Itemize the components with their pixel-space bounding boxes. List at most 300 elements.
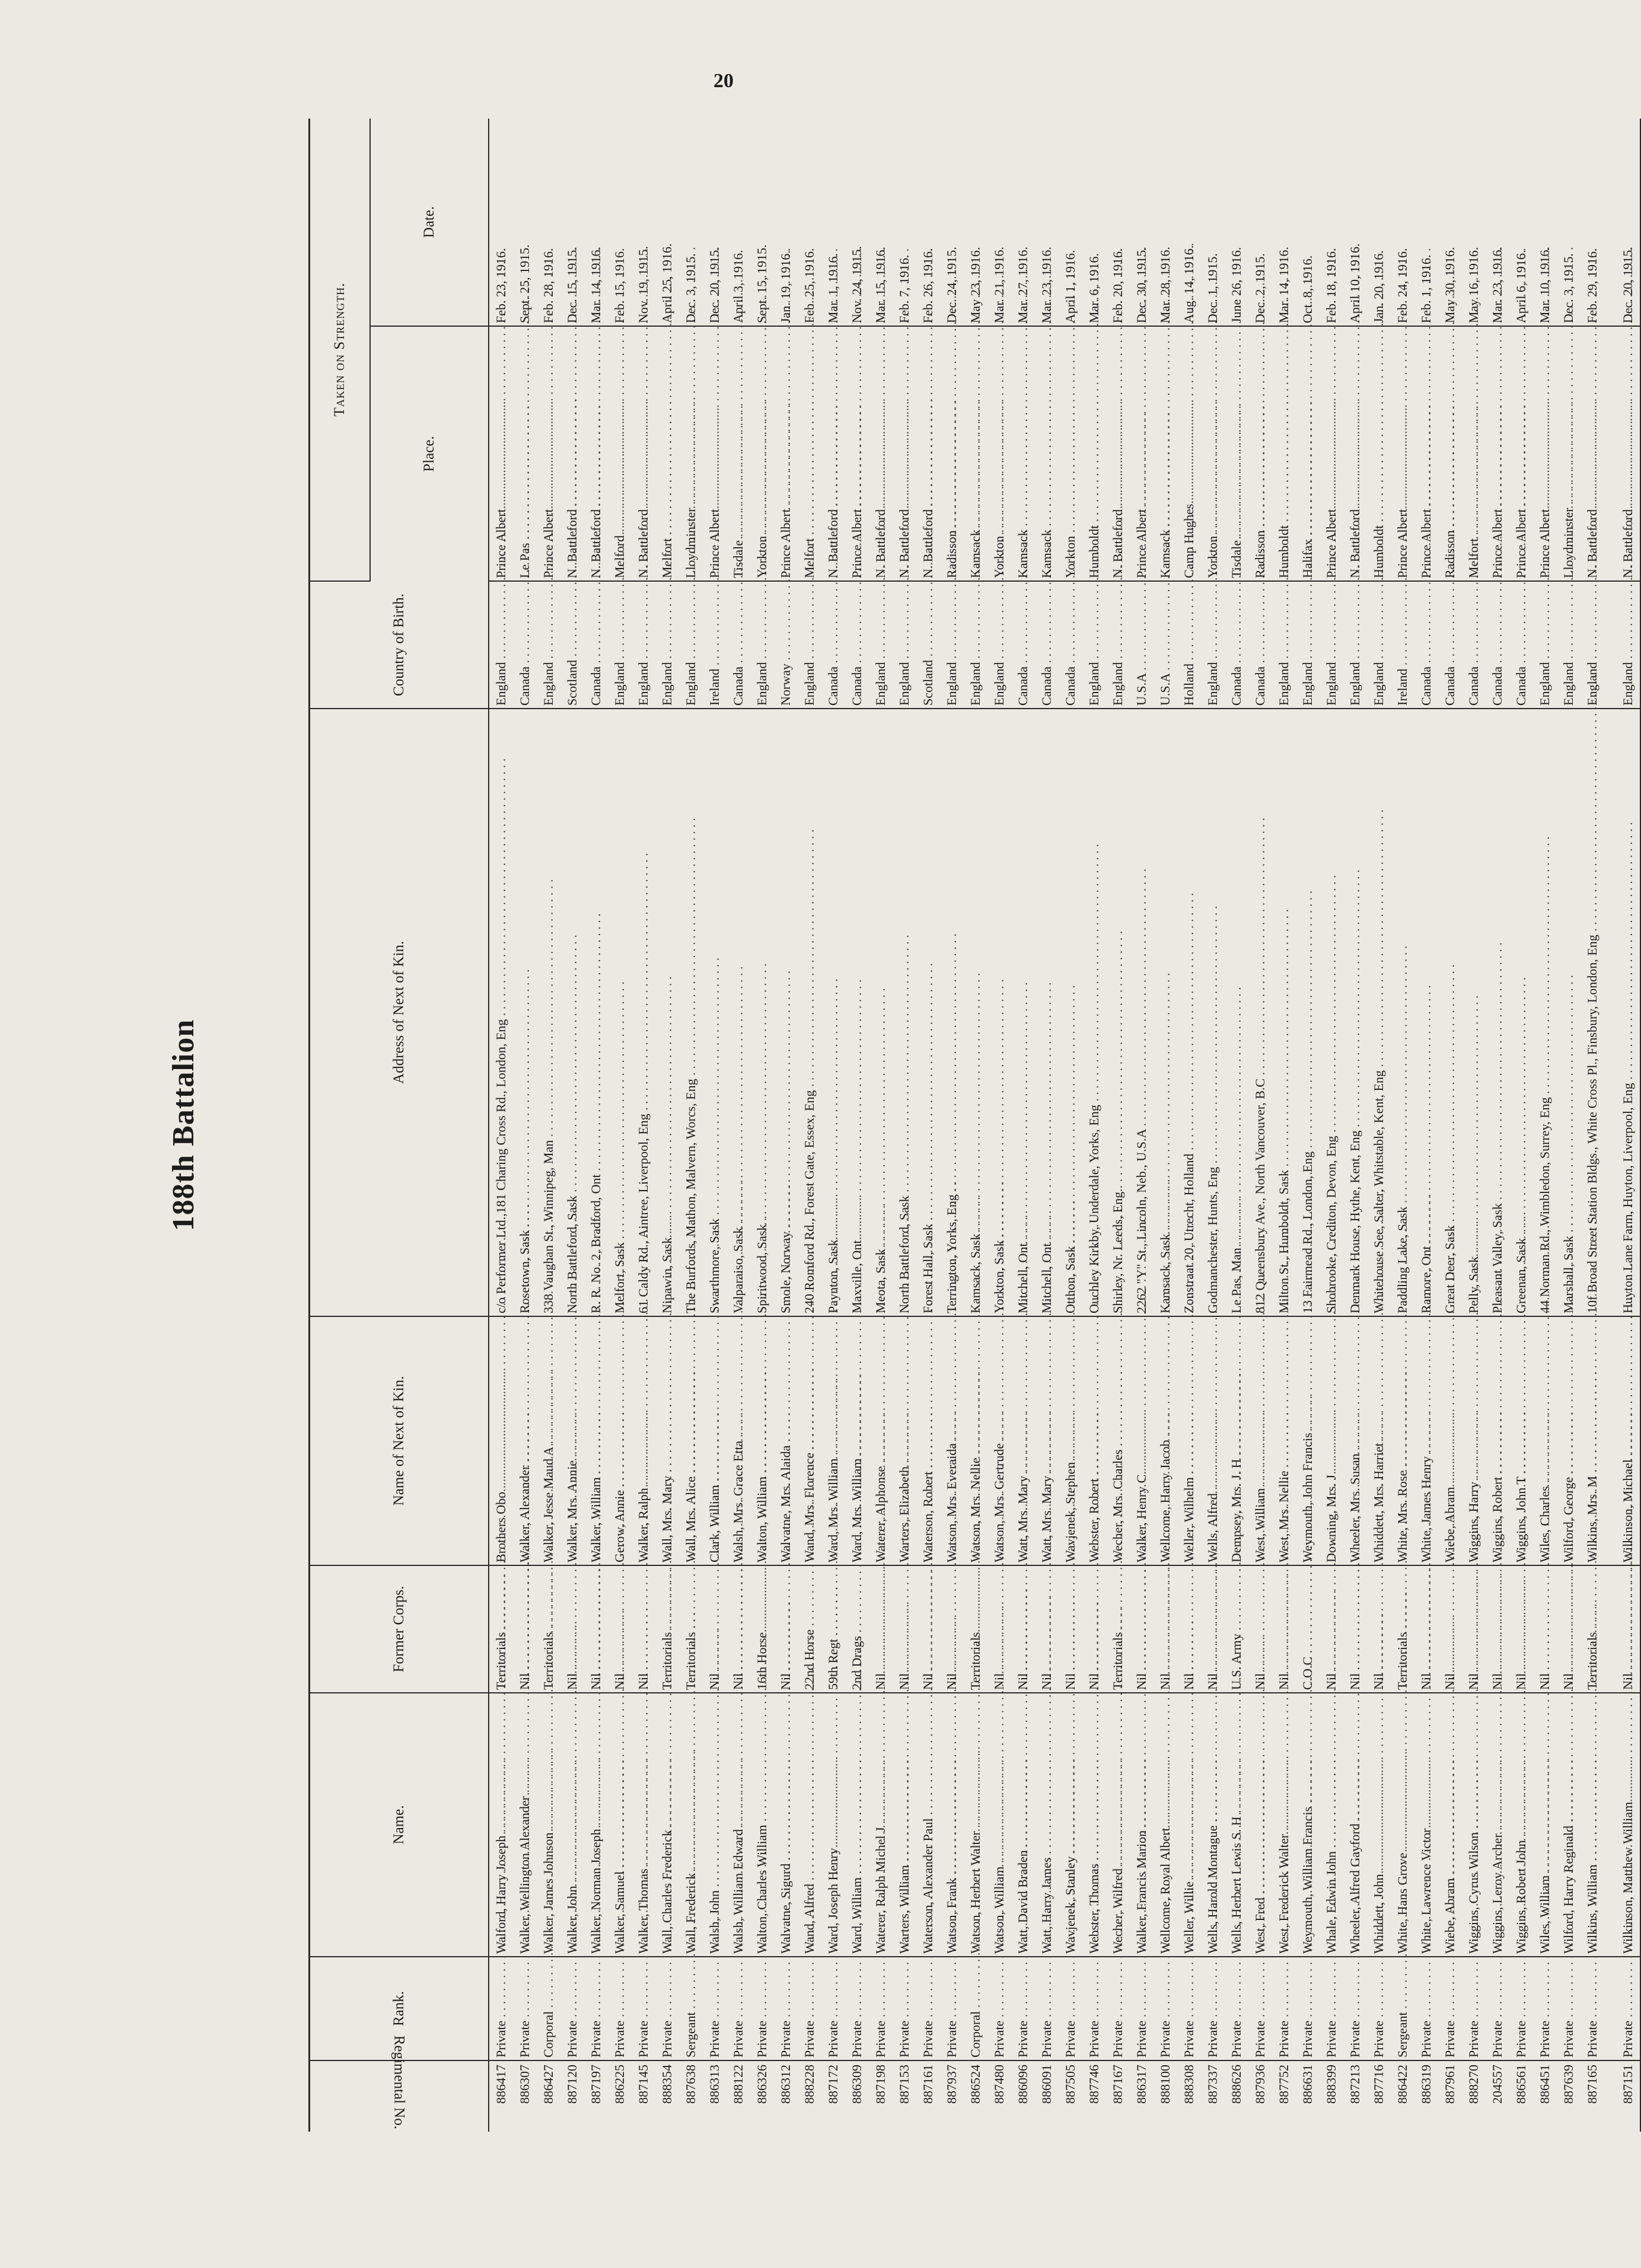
name-cell-text: Watt, David Braden . . .	[1015, 1589, 1030, 1954]
place-cell	[726, 326, 750, 581]
country-cell	[1391, 581, 1414, 709]
country-cell	[1533, 581, 1557, 709]
next-of-kin-cell	[1367, 1316, 1391, 1565]
place-cell-text: Halifax . . .	[1300, 278, 1315, 578]
next-of-kin-cell-text: Watson, Mrs. Gertrude . . .	[992, 1182, 1006, 1562]
name-cell	[1154, 1693, 1177, 1957]
next-of-kin-cell	[726, 1316, 750, 1565]
country-cell	[869, 581, 893, 709]
rank-cell-text: Private . . .	[565, 1760, 579, 2058]
date-cell-text: Mar. 14, 1916.	[1276, 247, 1291, 323]
name-cell-text: Wilkinson, Matthew William . . .	[1620, 1541, 1635, 1954]
regimental-no-cell-text: 886091	[1039, 2065, 1054, 2104]
next-of-kin-cell	[750, 1316, 774, 1565]
next-of-kin-cell	[537, 1316, 560, 1565]
date-cell	[987, 119, 1011, 326]
date-cell	[1035, 119, 1059, 326]
rank-cell-text: Private . . .	[754, 1760, 769, 2058]
rank-cell	[608, 1957, 632, 2060]
regimental-no-cell-text: 887638	[683, 2065, 698, 2104]
former-corps-cell-text: 22nd Horse . . .	[802, 1369, 817, 1690]
next-of-kin-cell	[1272, 1316, 1296, 1565]
table-row	[584, 119, 608, 2132]
name-cell	[1082, 1693, 1106, 1957]
regimental-no-cell-text: 886307	[517, 2065, 532, 2104]
place-cell-text: Humboldt . . .	[1371, 264, 1386, 578]
address-cell	[655, 709, 679, 1316]
former-corps-cell	[893, 1565, 916, 1693]
date-cell-text: Dec. 30, 1915.	[1134, 247, 1149, 323]
next-of-kin-cell	[1177, 1316, 1201, 1565]
next-of-kin-cell-text: Walsh, Mrs. Grace Etta . . .	[731, 1180, 745, 1562]
country-cell	[489, 581, 513, 709]
address-cell-text: Yorkton, Sask . . .	[992, 979, 1006, 1313]
date-cell	[798, 119, 821, 326]
country-cell	[632, 581, 655, 709]
country-cell	[940, 581, 964, 709]
table-row	[1533, 119, 1557, 2132]
rank-cell	[1011, 1957, 1035, 2060]
country-cell-text: England . . .	[659, 401, 674, 706]
rank-cell	[940, 1957, 964, 2060]
date-cell-text: June 26, 1916.	[1229, 247, 1244, 323]
date-cell-text: Feb. 25, 1916.	[802, 248, 817, 323]
name-cell-text: Wells, Herbert Lewis S. H . . .	[1229, 1555, 1244, 1954]
name-cell-text: Wavjenek, Stanley . . .	[1063, 1596, 1078, 1954]
date-cell-text: Sept. 25, 1915.	[517, 244, 532, 323]
regimental-no-cell	[1154, 2060, 1177, 2132]
regimental-no-cell-text: 887198	[873, 2065, 888, 2104]
table-row	[560, 119, 584, 2132]
rank-cell	[1533, 1957, 1557, 2060]
regimental-no-cell-text: 886631	[1300, 2065, 1315, 2104]
next-of-kin-cell-text: Walton, William . . .	[754, 1216, 769, 1562]
former-corps-cell-text: Nil . . .	[1181, 1412, 1196, 1690]
date-cell	[1201, 119, 1225, 326]
regimental-no-cell	[1225, 2060, 1248, 2132]
regimental-no-cell-text: 886317	[1134, 2065, 1149, 2104]
place-cell	[1272, 326, 1296, 581]
rank-cell	[1486, 1957, 1509, 2060]
address-cell	[608, 709, 632, 1316]
address-cell-text: Pleasant Valley, Sask . . .	[1490, 942, 1505, 1313]
former-corps-cell	[869, 1565, 893, 1693]
place-cell-text: Humboldt . . .	[1086, 264, 1101, 578]
country-cell-text: England . . .	[754, 401, 769, 706]
date-cell-text: Dec. 24, 1915.	[944, 247, 959, 323]
rank-cell-text: Private . . .	[1063, 1760, 1078, 2058]
regimental-no-cell	[1343, 2060, 1367, 2132]
header-next-of-kin: Name of Next of Kin.	[310, 1316, 489, 1565]
next-of-kin-cell	[560, 1316, 584, 1565]
table-row	[1154, 119, 1177, 2132]
place-cell-text: Prince Albert . . .	[1537, 248, 1552, 578]
name-cell-text: Watson, William . . .	[992, 1606, 1006, 1954]
place-cell	[1082, 326, 1106, 581]
next-of-kin-cell	[1533, 1316, 1557, 1565]
table-row	[1296, 119, 1320, 2132]
date-cell-text: Jan. 20, 1916.	[1371, 250, 1386, 323]
regimental-no-cell	[632, 2060, 655, 2132]
regimental-no-cell	[845, 2060, 869, 2132]
table-row	[1272, 119, 1296, 2132]
name-cell-text: Wiggins, Robert John . . .	[1513, 1579, 1528, 1954]
address-cell-text: Godmanchester, Hunts, Eng . . .	[1205, 906, 1220, 1313]
name-cell-text: Walford, Harry Joseph . . .	[493, 1575, 508, 1954]
spacer-cell	[1604, 709, 1616, 1316]
address-cell	[513, 709, 537, 1316]
regimental-no-cell-text: 886096	[1015, 2065, 1030, 2104]
country-cell-text: Ireland . . .	[1395, 408, 1410, 706]
table-row	[798, 119, 821, 2132]
regimental-no-cell-text: 886225	[612, 2065, 627, 2104]
table-row	[1201, 119, 1225, 2132]
regimental-no-cell	[750, 2060, 774, 2132]
regimental-no-cell-text: 887172	[826, 2065, 840, 2104]
table-row	[679, 119, 703, 2132]
country-cell-text: Canada . . .	[1490, 406, 1505, 706]
rank-cell-text: Private . . .	[897, 1760, 912, 2058]
rank-cell	[726, 1957, 750, 2060]
name-cell-text: Wiles, William . . .	[1537, 1615, 1552, 1954]
rank-cell-text: Private . . .	[1253, 1760, 1267, 2058]
regimental-no-cell	[1059, 2060, 1082, 2132]
date-cell-text: Feb. 24, 1916.	[1395, 248, 1410, 323]
table-row	[1581, 119, 1604, 2132]
regimental-no-cell	[1581, 2060, 1604, 2132]
name-cell	[845, 1693, 869, 1957]
next-of-kin-cell	[1438, 1316, 1462, 1565]
date-cell-text: Mar. 28, 1916.	[1158, 247, 1172, 323]
country-cell	[584, 581, 608, 709]
place-cell-text: Prince Albert . . .	[1513, 248, 1528, 578]
rank-cell-text: Private . . .	[1086, 1760, 1101, 2058]
date-cell-text: Feb. 20, 1916.	[1110, 248, 1125, 323]
table-row	[1035, 119, 1059, 2132]
rank-cell-text: Private . . .	[1324, 1760, 1339, 2058]
date-cell-text: Dec. 2, 1915.	[1253, 253, 1267, 323]
name-cell	[1438, 1693, 1462, 1957]
next-of-kin-cell	[1225, 1316, 1248, 1565]
roll-body	[489, 119, 1640, 2132]
next-of-kin-cell-text: Watson, Mrs. Nellie . . .	[968, 1197, 983, 1562]
next-of-kin-cell	[1201, 1316, 1225, 1565]
name-cell	[679, 1693, 703, 1957]
former-corps-cell	[774, 1565, 798, 1693]
regimental-no-cell	[893, 2060, 916, 2132]
former-corps-cell	[821, 1565, 845, 1693]
name-cell-text: Wiebe, Abram . . .	[1442, 1618, 1457, 1954]
former-corps-cell	[1533, 1565, 1557, 1693]
header-rank: Rank.	[310, 1957, 489, 2060]
table-row	[1320, 119, 1343, 2132]
next-of-kin-cell	[584, 1316, 608, 1565]
name-cell-text: White, Hans Grove . . .	[1395, 1592, 1410, 1954]
rank-cell	[1581, 1957, 1604, 2060]
address-cell	[1616, 709, 1640, 1316]
rank-cell-text: Private . . .	[707, 1760, 722, 2058]
regimental-no-cell-text: 887161	[920, 2065, 935, 2104]
regimental-no-cell	[1557, 2060, 1581, 2132]
place-cell-text: Melfort . . .	[1466, 277, 1481, 578]
date-cell	[940, 119, 964, 326]
rank-cell	[1462, 1957, 1486, 2060]
country-cell-text: Canada . . .	[1063, 406, 1078, 706]
next-of-kin-cell	[1130, 1316, 1154, 1565]
country-cell	[987, 581, 1011, 709]
date-cell	[845, 119, 869, 326]
former-corps-cell	[1082, 1565, 1106, 1693]
date-cell	[1438, 119, 1462, 326]
former-corps-cell-text: Territorials . . .	[1585, 1371, 1599, 1690]
regimental-no-cell	[679, 2060, 703, 2132]
date-cell-text: Dec. 20, 1915.	[707, 247, 722, 323]
name-cell-text: Wiggins, Cyrus Wilson . . .	[1466, 1571, 1481, 1954]
table-row	[987, 119, 1011, 2132]
table-row	[1391, 119, 1414, 2132]
date-cell-text: Mar. 1, 1916.	[826, 253, 840, 323]
address-cell	[774, 709, 798, 1316]
name-cell	[1391, 1693, 1414, 1957]
date-cell	[1414, 119, 1438, 326]
regimental-no-cell	[1248, 2060, 1272, 2132]
place-cell	[537, 326, 560, 581]
date-cell-text: Feb. 23, 1916.	[493, 248, 508, 323]
place-cell	[893, 326, 916, 581]
next-of-kin-cell	[798, 1316, 821, 1565]
rank-cell	[537, 1957, 560, 2060]
name-cell-text: Walsh, William Edward . . .	[731, 1568, 745, 1954]
address-cell	[726, 709, 750, 1316]
name-cell-text: Wellcome, Royal Albert . . .	[1158, 1567, 1172, 1954]
rank-cell-text: Private . . .	[1513, 1760, 1528, 2058]
country-cell	[1462, 581, 1486, 709]
name-cell-text: Ward, Joseph Henry . . .	[826, 1587, 840, 1954]
country-cell-text: England . . .	[1324, 401, 1339, 706]
name-cell-text: Wall, Charles Frederick . . .	[659, 1569, 674, 1954]
address-cell-text: c/o Performer Ltd.,181 Charing Cross Rd., London, Eng . . .	[493, 758, 508, 1313]
regimental-no-cell	[1082, 2060, 1106, 2132]
date-cell-text: Dec. 3, 1915.	[683, 253, 698, 323]
country-cell	[1130, 581, 1154, 709]
name-cell-text: West, Fred . . .	[1253, 1637, 1267, 1954]
address-cell-text: Le Pas, Man . . .	[1229, 987, 1244, 1313]
next-of-kin-cell-text: Wecher, Mrs. Charles . . .	[1110, 1189, 1125, 1562]
country-cell-text: Canada . . .	[826, 406, 840, 706]
name-cell	[869, 1693, 893, 1957]
name-cell	[1533, 1693, 1557, 1957]
address-cell	[1177, 709, 1201, 1316]
next-of-kin-cell	[1414, 1316, 1438, 1565]
place-cell-text: Yorkton . . .	[1205, 275, 1220, 578]
regimental-no-cell-text: 887337	[1205, 2065, 1220, 2104]
next-of-kin-cell-text: Wiggins, Robert . . .	[1490, 1216, 1505, 1562]
country-cell-text: England . . .	[1585, 401, 1599, 706]
place-cell-text: Yorkton . . .	[754, 275, 769, 578]
name-cell	[1177, 1693, 1201, 1957]
next-of-kin-cell	[869, 1316, 893, 1565]
name-cell-text: Wall, Frederick . . .	[683, 1612, 698, 1954]
regimental-no-cell	[1486, 2060, 1509, 2132]
country-cell	[655, 581, 679, 709]
name-cell	[1509, 1693, 1533, 1957]
place-cell	[1343, 326, 1367, 581]
country-cell-text: Canada . . .	[731, 406, 745, 706]
address-cell-text: R. R. No. 2, Bradford, Ont . . .	[588, 913, 603, 1313]
name-cell	[608, 1693, 632, 1957]
header-taken-on-strength: Taken on Strength.	[310, 119, 371, 581]
regimental-no-cell	[1201, 2060, 1225, 2132]
date-cell-text: Nov. 19, 1915.	[636, 246, 651, 323]
country-cell-text: Canada . . .	[1015, 406, 1030, 706]
address-cell	[869, 709, 893, 1316]
place-cell	[845, 326, 869, 581]
name-cell	[584, 1693, 608, 1957]
next-of-kin-cell	[1462, 1316, 1486, 1565]
table-row	[703, 119, 726, 2132]
country-cell	[1438, 581, 1462, 709]
date-cell-text: Mar. 15, 1916.	[873, 247, 888, 323]
address-cell-text: Spiritwood, Sask . . .	[754, 964, 769, 1313]
next-of-kin-cell	[489, 1316, 513, 1565]
country-cell-text: Norway . . .	[778, 403, 793, 706]
place-cell-text: Kamsack . . .	[1039, 269, 1054, 578]
date-cell-text: Feb. 26, 1916.	[920, 248, 935, 323]
rank-cell-text: Private . . .	[1419, 1760, 1433, 2058]
former-corps-cell	[987, 1565, 1011, 1693]
date-cell	[1509, 119, 1533, 326]
date-cell	[1391, 119, 1414, 326]
former-corps-cell	[1035, 1565, 1059, 1693]
former-corps-cell	[845, 1565, 869, 1693]
date-cell-text: Dec. 3, 1915.	[1561, 253, 1576, 323]
date-cell	[1248, 119, 1272, 326]
header-country: Country of Birth.	[310, 581, 489, 709]
regimental-no-cell	[726, 2060, 750, 2132]
country-cell-text: England . . .	[683, 401, 698, 706]
former-corps-cell	[608, 1565, 632, 1693]
name-cell	[1248, 1693, 1272, 1957]
country-cell-text: England . . .	[968, 401, 983, 706]
address-cell	[821, 709, 845, 1316]
country-cell	[1177, 581, 1201, 709]
rank-cell	[1414, 1957, 1438, 2060]
former-corps-cell	[1581, 1565, 1604, 1693]
next-of-kin-cell-text: Webster, Robert . . .	[1086, 1217, 1101, 1562]
name-cell	[1130, 1693, 1154, 1957]
next-of-kin-cell-text: Watt, Mrs. Mary . . .	[1015, 1215, 1030, 1562]
rank-cell	[655, 1957, 679, 2060]
former-corps-cell	[537, 1565, 560, 1693]
country-cell-text: Canada . . .	[1253, 406, 1267, 706]
date-cell	[1581, 119, 1604, 326]
name-cell	[1616, 1693, 1640, 1957]
address-cell-text: Milton St., Humboldt, Sask . . .	[1276, 909, 1291, 1313]
place-cell	[1296, 326, 1320, 581]
name-cell-text: Wilkins, William . . .	[1585, 1603, 1599, 1954]
place-cell-text: Prince Albert . . .	[1490, 248, 1505, 578]
former-corps-cell-text: Nil . . .	[897, 1412, 912, 1690]
date-cell-text: April 3, 1916.	[731, 250, 745, 323]
name-cell	[916, 1693, 940, 1957]
regimental-no-cell	[940, 2060, 964, 2132]
regimental-no-cell	[798, 2060, 821, 2132]
country-cell	[1035, 581, 1059, 709]
address-cell-text: Whitehouse See, Salter, Whitstable, Kent, Eng . . .	[1371, 809, 1386, 1313]
name-cell	[1557, 1693, 1581, 1957]
address-cell	[584, 709, 608, 1316]
name-cell-text: Watson, Frank . . .	[944, 1617, 959, 1954]
address-cell-text: Paynton, Sask . . .	[826, 978, 840, 1313]
place-cell	[489, 326, 513, 581]
rank-cell	[1509, 1957, 1533, 2060]
former-corps-cell-text: 2nd Drags . . .	[849, 1375, 864, 1690]
rank-cell	[893, 1957, 916, 2060]
former-corps-cell	[1011, 1565, 1035, 1693]
next-of-kin-cell	[1557, 1316, 1581, 1565]
date-cell	[964, 119, 987, 326]
address-cell	[1581, 709, 1604, 1316]
country-cell-text: Canada . . .	[1039, 406, 1054, 706]
spacer-cell	[1604, 581, 1616, 709]
header-regimental-no: Regimental No.	[310, 2060, 489, 2132]
regimental-no-cell	[703, 2060, 726, 2132]
date-cell-text: April 6, 1916.	[1513, 250, 1528, 323]
name-cell-text: Wecher, Wilfred . . .	[1110, 1607, 1125, 1954]
header-date: Date.	[370, 119, 489, 326]
country-cell	[1225, 581, 1248, 709]
next-of-kin-cell-text: Wilkinson, Michael . . .	[1620, 1198, 1635, 1562]
date-cell	[632, 119, 655, 326]
table-row	[940, 119, 964, 2132]
table-row	[726, 119, 750, 2132]
country-cell	[821, 581, 845, 709]
table-row	[1343, 119, 1367, 2132]
name-cell	[1106, 1693, 1130, 1957]
former-corps-cell	[1296, 1565, 1320, 1693]
address-cell	[1011, 709, 1035, 1316]
date-cell	[655, 119, 679, 326]
address-cell-text: Kamsack, Sask . . .	[968, 973, 983, 1313]
table-row	[1462, 119, 1486, 2132]
former-corps-cell-text: Nil . . .	[1276, 1412, 1291, 1690]
name-cell	[1486, 1693, 1509, 1957]
name-cell-text: Warters, William . . .	[897, 1604, 912, 1954]
rank-cell	[798, 1957, 821, 2060]
name-cell	[1367, 1693, 1391, 1957]
regimental-no-cell-text: 887197	[588, 2065, 603, 2104]
address-cell-text: North Battleford, Sask . . .	[565, 934, 579, 1313]
name-cell	[940, 1693, 964, 1957]
address-cell	[1557, 709, 1581, 1316]
address-cell-text: Zonstraat 20, Utrecht, Holland . . .	[1181, 893, 1196, 1313]
table-row	[821, 119, 845, 2132]
address-cell-text: Terrington, Yorks, Eng . . .	[944, 933, 959, 1313]
former-corps-cell-text: U.S. Army . . .	[1229, 1373, 1244, 1690]
regimental-no-cell-text: 886422	[1395, 2065, 1410, 2104]
address-cell	[1367, 709, 1391, 1316]
battalion-title: 188th Battalion	[167, 1019, 200, 1232]
country-cell	[750, 581, 774, 709]
place-cell	[560, 326, 584, 581]
former-corps-cell-text: Territorials . . .	[968, 1371, 983, 1690]
name-cell	[1059, 1693, 1082, 1957]
rank-cell	[560, 1957, 584, 2060]
address-cell	[1082, 709, 1106, 1316]
address-cell-text: Ouchley Kirkby, Underdale, Yorks, Eng . . .	[1086, 844, 1101, 1313]
table-row	[1082, 119, 1106, 2132]
name-cell-text: West, Frederick Walter . . .	[1276, 1573, 1291, 1954]
